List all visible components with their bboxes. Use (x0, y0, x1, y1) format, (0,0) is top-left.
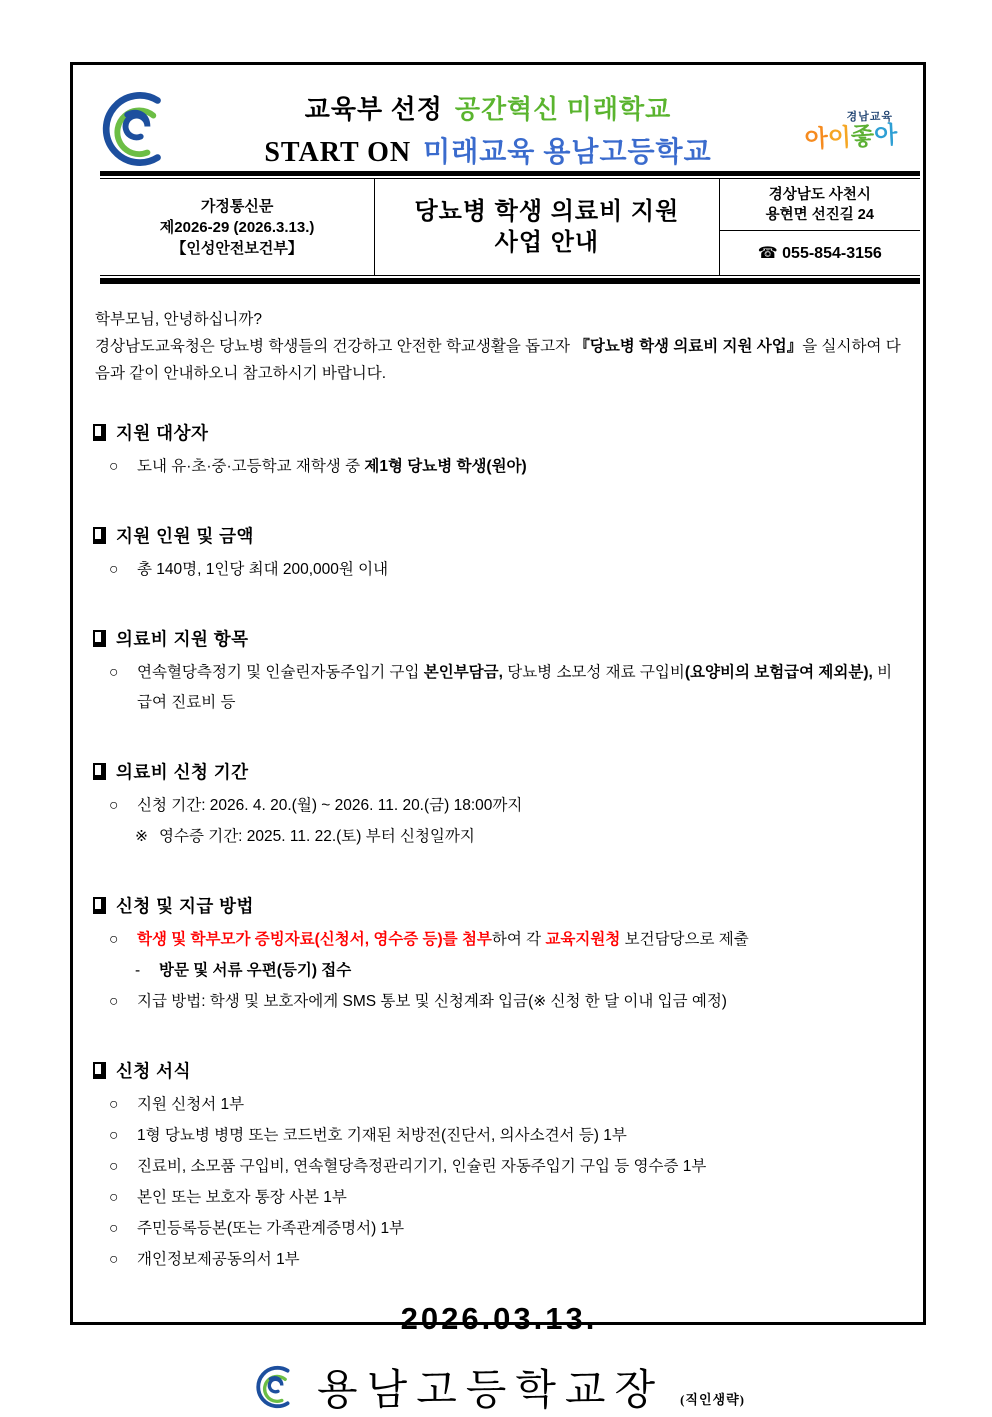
item-text (137, 797, 522, 814)
list-item (93, 658, 905, 718)
doc-number: 제2026-29 (2026.3.13.) (159, 218, 315, 236)
section-title (93, 759, 905, 784)
text-run: 방문 및 서류 우편(등기) 접수 (159, 962, 352, 979)
address-line1: 경상남도 사천시 (768, 186, 871, 203)
seal-omitted-note: (직인생략) (680, 1392, 745, 1407)
item-text (137, 931, 749, 948)
header-line1-black: 교육부 선정 (304, 94, 443, 124)
list-item (93, 1121, 905, 1151)
text-run: 개인정보제공동의서 1부 (137, 1251, 300, 1268)
text-run: 영수증 기간: 2025. 11. 22.(토) 부터 신청일까지 (159, 828, 475, 845)
section-title-text: 신청 서식 (116, 1061, 191, 1081)
text-run: 보건담당으로 제출 (620, 931, 749, 948)
list-item (93, 1214, 905, 1244)
doc-department: 【인성안전보건부】 (171, 239, 303, 257)
sections (93, 420, 905, 1275)
issue-date: 2026.03.13. (400, 1301, 598, 1336)
text-run: 하여 각 (491, 931, 546, 948)
item-text (137, 993, 727, 1010)
text-run: 지원 신청서 1부 (137, 1096, 245, 1113)
list-item (93, 1245, 905, 1275)
list-item (93, 925, 905, 955)
bullet-marker: - (135, 962, 141, 979)
section-title (93, 420, 905, 445)
school-phone-cell (719, 231, 920, 276)
list-item (93, 1183, 905, 1213)
document-info-table (100, 178, 920, 276)
section-title (93, 1058, 905, 1083)
aijoa-char: 아 (873, 120, 899, 150)
item-text (137, 1096, 244, 1113)
item-text (137, 1158, 706, 1175)
item-text (137, 664, 892, 711)
header-line2 (181, 130, 795, 170)
bullet-marker: ○ (109, 1251, 119, 1268)
section-title-text: 의료비 지원 항목 (116, 629, 249, 649)
document-header (73, 65, 923, 171)
header-line2-black: START ON (264, 136, 412, 168)
section (93, 893, 905, 1017)
text-run: 총 140명, 1인당 최대 200,000원 이내 (137, 561, 389, 578)
text-run: 경상남도교육청은 당뇨병 학생들의 건강하고 안전한 학교생활을 돕고자 (95, 338, 575, 355)
item-text (137, 1127, 627, 1144)
text-run: 당뇨병 소모성 재료 구입비 (502, 664, 685, 681)
item-text (137, 1189, 347, 1206)
list-item (93, 555, 905, 585)
checkbox-icon (93, 897, 106, 914)
text-run: 주민등록등본(또는 가족관계증명서) 1부 (137, 1220, 405, 1237)
school-logo-icon (97, 87, 181, 171)
bullet-marker: ○ (109, 797, 119, 814)
section-title-text: 의료비 신청 기간 (116, 762, 249, 782)
doc-type: 가정통신문 (200, 197, 274, 215)
header-line2-blue: 미래교육 용남고등학교 (423, 136, 712, 168)
text-run: 진료비, 소모품 구입비, 연속혈당측정관리기기, 인슐린 자동주입기 구입 등 영수증 1부 (137, 1158, 707, 1175)
aijoa-logo (794, 121, 907, 153)
text-run: (요양비의 보험급여 제외분), (684, 664, 873, 681)
doc-title-line1: 당뇨병 학생 의료비 지원 (414, 198, 680, 225)
document-page (70, 62, 926, 1414)
bullet-marker: ○ (109, 1096, 119, 1113)
list-item (93, 1090, 905, 1120)
address-line2: 용현면 선진길 24 (765, 206, 874, 223)
list-item (93, 1152, 905, 1182)
item-text (137, 458, 527, 475)
text-run: 지급 방법: 학생 및 보호자에게 SMS 통보 및 신청계좌 입금(※ 신청 한 달 이내 입금 예정) (137, 993, 727, 1010)
checkbox-icon (93, 1062, 106, 1079)
header-line1 (181, 89, 795, 126)
list-item (93, 452, 905, 482)
list-item (93, 987, 905, 1017)
greeting (93, 306, 905, 387)
bullet-marker: ○ (109, 1158, 119, 1175)
doc-title-line2: 사업 안내 (494, 229, 600, 256)
header-line1-green: 공간혁신 미래학교 (454, 94, 672, 124)
section (93, 626, 905, 718)
aijoa-char: 이 (827, 123, 852, 153)
section (93, 759, 905, 852)
text-run: 본인 또는 보호자 통장 사본 1부 (137, 1189, 347, 1206)
bullet-marker: ○ (109, 1127, 119, 1144)
checkbox-icon (93, 630, 106, 647)
bullet-marker: ○ (109, 931, 119, 948)
school-logo-icon (253, 1363, 301, 1411)
section-title-text: 신청 및 지급 방법 (116, 896, 254, 916)
bullet-marker: ○ (109, 561, 119, 578)
phone-number: ☎ 055-854-3156 (757, 245, 882, 262)
checkbox-icon (93, 763, 106, 780)
text-run: 비급여 진료비 등 (137, 664, 893, 711)
section-title (93, 523, 905, 548)
doc-info-cell (100, 179, 375, 276)
bullet-marker: ○ (109, 993, 119, 1010)
list-item (93, 956, 905, 986)
section-title-text: 지원 인원 및 금액 (116, 526, 254, 546)
aijoa-char: 좋 (850, 121, 875, 151)
bullet-marker: ○ (109, 1189, 119, 1206)
section (93, 523, 905, 585)
gyeongnam-education-badge (795, 108, 913, 154)
bullet-marker: ○ (109, 664, 119, 681)
divider-top (100, 171, 920, 176)
text-run: 도내 유·초·중·고등학교 재학생 중 (137, 458, 365, 475)
text-run: 연속혈당측정기 및 인슐린자동주입기 구입 (137, 664, 424, 681)
badge-org-label: 경남교육 (846, 111, 893, 123)
aijoa-char: 아 (803, 124, 829, 154)
item-text (159, 828, 475, 845)
divider-bottom (100, 278, 920, 284)
item-text (159, 962, 351, 979)
text-run: 본인부담금, (423, 664, 503, 681)
checkbox-icon (93, 424, 106, 441)
section-title-text: 지원 대상자 (116, 423, 209, 443)
doc-title-cell (375, 179, 719, 276)
item-text (137, 1251, 300, 1268)
greeting-paragraph (93, 306, 905, 333)
header-titles (181, 89, 795, 170)
text-run: 을 실시하여 다음과 같이 안내하오니 참고하시기 바랍니다. (95, 338, 901, 382)
text-run: 신청 기간: 2026. 4. 20.(월) ~ 2026. 11. 20.(금) 18:00까지 (137, 797, 523, 814)
text-run: 제1형 당뇨병 학생(원아) (364, 458, 527, 475)
bullet-marker: ※ (135, 828, 148, 845)
text-run: 교육지원청 (545, 931, 621, 948)
section-title (93, 893, 905, 918)
greeting-paragraph (93, 333, 905, 387)
list-item (93, 791, 905, 821)
school-address-cell (719, 179, 920, 231)
signature-block (93, 1357, 905, 1417)
text-run: 『당뇨병 학생 의료비 지원 사업』 (574, 338, 803, 355)
checkbox-icon (93, 527, 106, 544)
bullet-marker: ○ (109, 458, 119, 475)
section-title (93, 626, 905, 651)
document-body (73, 306, 923, 1417)
item-text (137, 561, 388, 578)
text-run: 1형 당뇨병 병명 또는 코드번호 기재된 처방전(진단서, 의사소견서 등) 1부 (137, 1127, 627, 1144)
section (93, 420, 905, 482)
section (93, 1058, 905, 1275)
bullet-marker: ○ (109, 1220, 119, 1237)
list-item (93, 822, 905, 852)
text-run: 학부모님, 안녕하십니까? (95, 311, 262, 328)
text-run: 학생 및 학부모가 증빙자료(신청서, 영수증 등)를 첨부 (137, 931, 492, 948)
item-text (137, 1220, 404, 1237)
principal-signature: 용남고등학교장 (317, 1368, 665, 1414)
